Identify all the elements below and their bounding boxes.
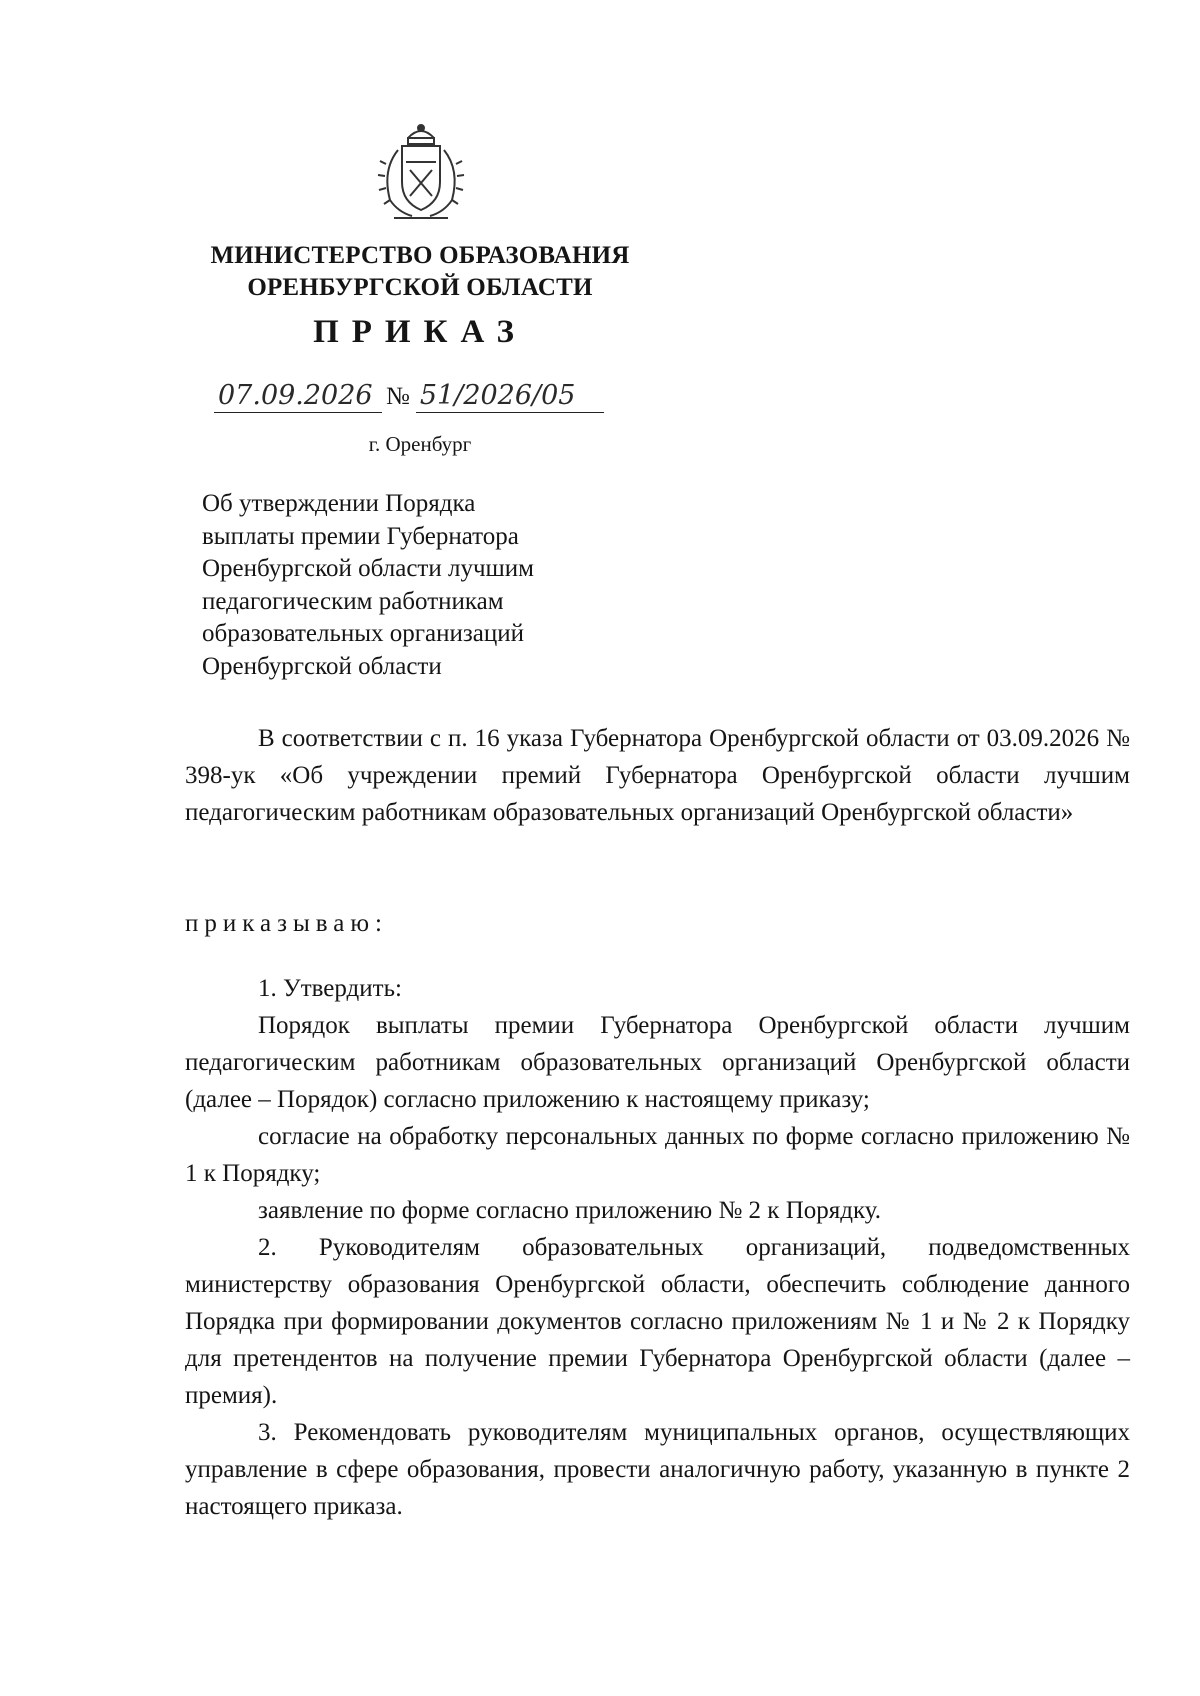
handwritten-number: 51/2026/05	[416, 380, 604, 413]
subject-line: Оренбургской области	[202, 652, 442, 680]
item-1-title: 1. Утвердить:	[258, 975, 402, 1002]
preamble	[185, 720, 1130, 831]
subject-line: образовательных организаций	[202, 620, 525, 647]
subject-line: педагогическим работникам	[202, 587, 504, 615]
ministry-line-1: МИНИСТЕРСТВО ОБРАЗОВАНИЯ	[210, 242, 630, 269]
number-sign: №	[386, 383, 410, 410]
ministry-name	[150, 240, 690, 304]
date-number-line	[214, 380, 604, 420]
order-items	[185, 970, 1130, 1525]
city: г. Оренбург	[368, 432, 472, 456]
subject-block	[202, 488, 762, 683]
subject-line: Оренбургской области лучшим	[202, 555, 534, 582]
handwritten-date: 07.09.2026	[214, 380, 382, 413]
item-1-application: заявление по форме согласно приложению № 2 к Порядку.	[258, 1197, 882, 1224]
subject-line: выплаты премии Губернатора	[202, 522, 519, 550]
item-1-consent: согласие на обработку персональных данных по форме согласно приложению № 1 к Порядку;	[185, 1123, 1130, 1187]
item-3: 3. Рекомендовать руководителям муниципальных органов, осуществляющих управление в сфере образования, провести аналогичную работу, указанную в пункте 2 настоящего приказа.	[185, 1419, 1130, 1520]
preamble-text: В соответствии с п. 16 указа Губернатора Оренбургской области от 03.09.2026 № 398-ук «Об учреждении премий Губернатора Оренбургской области лучшим педагогическим работникам образовательных организаций Оренбургской области»	[185, 725, 1130, 826]
coat-of-arms-icon	[372, 120, 470, 224]
document-type: ПРИКАЗ	[313, 314, 527, 350]
ministry-line-2: ОРЕНБУРГСКОЙ ОБЛАСТИ	[247, 274, 593, 301]
item-2: 2. Руководителям образовательных организаций, подведомственных министерству образования Оренбургской области, обеспечить соблюдение данного Порядка при формировании документов согласно приложениям № 1 и № 2 к Порядку для претендентов на получение премии Губернатора Оренбургской области (далее – премия).	[185, 1234, 1130, 1409]
item-1-procedure: Порядок выплаты премии Губернатора Оренбургской области лучшим педагогическим работникам образовательных организаций Оренбургской области (далее – Порядок) согласно приложению к настоящему приказу;	[185, 1012, 1130, 1113]
orders-word: приказываю:	[185, 910, 388, 937]
subject-line: Об утверждении Порядка	[202, 490, 476, 517]
